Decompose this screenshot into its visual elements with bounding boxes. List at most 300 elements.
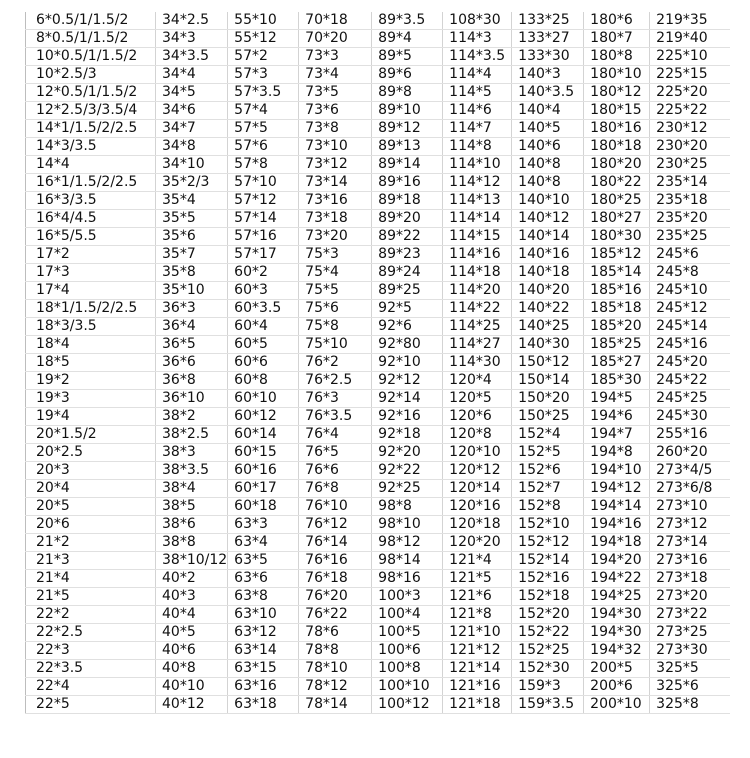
table-cell: 36*5 (156, 336, 228, 354)
table-cell: 120*10 (443, 444, 512, 462)
table-cell: 16*4/4.5 (26, 210, 156, 228)
table-cell: 159*3.5 (512, 696, 584, 714)
table-cell: 235*20 (650, 210, 730, 228)
table-row (26, 192, 730, 210)
table-cell: 133*27 (512, 30, 584, 48)
table-cell: 185*20 (584, 318, 650, 336)
table-cell: 114*22 (443, 300, 512, 318)
table-cell: 152*6 (512, 462, 584, 480)
table-cell: 140*4 (512, 102, 584, 120)
table-cell: 36*4 (156, 318, 228, 336)
table-cell: 200*6 (584, 678, 650, 696)
table-cell: 180*27 (584, 210, 650, 228)
table-cell: 89*12 (372, 120, 443, 138)
table-row (26, 552, 730, 570)
table-cell: 57*8 (228, 156, 299, 174)
table-cell: 92*22 (372, 462, 443, 480)
table-cell: 75*4 (299, 264, 372, 282)
table-cell: 245*6 (650, 246, 730, 264)
table-cell: 121*8 (443, 606, 512, 624)
table-cell: 55*10 (228, 12, 299, 30)
table-cell: 63*18 (228, 696, 299, 714)
table-cell: 73*10 (299, 138, 372, 156)
table-cell: 121*16 (443, 678, 512, 696)
table-cell: 89*18 (372, 192, 443, 210)
table-cell: 76*3.5 (299, 408, 372, 426)
table-cell: 92*25 (372, 480, 443, 498)
table-cell: 140*22 (512, 300, 584, 318)
table-cell: 200*5 (584, 660, 650, 678)
table-cell: 100*10 (372, 678, 443, 696)
table-cell: 60*12 (228, 408, 299, 426)
table-cell: 76*18 (299, 570, 372, 588)
table-cell: 73*8 (299, 120, 372, 138)
table-cell: 185*25 (584, 336, 650, 354)
table-cell: 100*5 (372, 624, 443, 642)
table-cell: 34*3 (156, 30, 228, 48)
table-cell: 34*3.5 (156, 48, 228, 66)
table-row (26, 12, 730, 30)
table-cell: 89*10 (372, 102, 443, 120)
table-cell: 57*3.5 (228, 84, 299, 102)
table-cell: 21*4 (26, 570, 156, 588)
table-cell: 245*10 (650, 282, 730, 300)
table-cell: 76*14 (299, 534, 372, 552)
table-cell: 89*14 (372, 156, 443, 174)
table-cell: 114*27 (443, 336, 512, 354)
table-cell: 92*12 (372, 372, 443, 390)
table-cell: 219*35 (650, 12, 730, 30)
table-cell: 273*20 (650, 588, 730, 606)
table-cell: 40*12 (156, 696, 228, 714)
table-cell: 180*20 (584, 156, 650, 174)
table-cell: 34*8 (156, 138, 228, 156)
table-cell: 140*8 (512, 156, 584, 174)
table-cell: 73*6 (299, 102, 372, 120)
table-cell: 114*4 (443, 66, 512, 84)
table-cell: 152*7 (512, 480, 584, 498)
table-cell: 98*12 (372, 534, 443, 552)
table-cell: 152*18 (512, 588, 584, 606)
table-cell: 89*8 (372, 84, 443, 102)
table-cell: 35*10 (156, 282, 228, 300)
table-cell: 120*4 (443, 372, 512, 390)
table-cell: 60*16 (228, 462, 299, 480)
table-cell: 121*10 (443, 624, 512, 642)
table-cell: 180*15 (584, 102, 650, 120)
table-cell: 76*16 (299, 552, 372, 570)
table-cell: 14*1/1.5/2/2.5 (26, 120, 156, 138)
table-cell: 152*25 (512, 642, 584, 660)
table-cell: 40*3 (156, 588, 228, 606)
table-cell: 133*30 (512, 48, 584, 66)
table-cell: 273*4/5 (650, 462, 730, 480)
table-cell: 114*13 (443, 192, 512, 210)
table-cell: 73*3 (299, 48, 372, 66)
table-cell: 22*2.5 (26, 624, 156, 642)
table-cell: 121*18 (443, 696, 512, 714)
table-cell: 63*14 (228, 642, 299, 660)
table-cell: 245*16 (650, 336, 730, 354)
table-cell: 273*22 (650, 606, 730, 624)
table-cell: 34*2.5 (156, 12, 228, 30)
table-cell: 70*20 (299, 30, 372, 48)
table-cell: 235*25 (650, 228, 730, 246)
table-cell: 60*17 (228, 480, 299, 498)
table-cell: 35*2/3 (156, 174, 228, 192)
table-row (26, 264, 730, 282)
table-cell: 159*3 (512, 678, 584, 696)
table-row (26, 48, 730, 66)
table-cell: 194*18 (584, 534, 650, 552)
table-cell: 22*2 (26, 606, 156, 624)
table-cell: 20*1.5/2 (26, 426, 156, 444)
table-cell: 57*10 (228, 174, 299, 192)
table-cell: 76*4 (299, 426, 372, 444)
table-cell: 185*16 (584, 282, 650, 300)
table-cell: 16*3/3.5 (26, 192, 156, 210)
table-cell: 60*2 (228, 264, 299, 282)
table-cell: 230*25 (650, 156, 730, 174)
table-row (26, 606, 730, 624)
table-cell: 21*3 (26, 552, 156, 570)
table-cell: 36*3 (156, 300, 228, 318)
table-cell: 140*12 (512, 210, 584, 228)
table-cell: 114*7 (443, 120, 512, 138)
table-cell: 10*2.5/3 (26, 66, 156, 84)
table-row (26, 570, 730, 588)
table-cell: 92*5 (372, 300, 443, 318)
table-cell: 92*20 (372, 444, 443, 462)
table-cell: 235*18 (650, 192, 730, 210)
table-cell: 180*25 (584, 192, 650, 210)
table-cell: 180*12 (584, 84, 650, 102)
table-row (26, 138, 730, 156)
table-cell: 180*22 (584, 174, 650, 192)
table-row (26, 480, 730, 498)
table-row (26, 642, 730, 660)
table-cell: 120*14 (443, 480, 512, 498)
table-cell: 60*15 (228, 444, 299, 462)
table-cell: 76*8 (299, 480, 372, 498)
table-cell: 16*1/1.5/2/2.5 (26, 174, 156, 192)
table-cell: 152*5 (512, 444, 584, 462)
table-cell: 35*8 (156, 264, 228, 282)
table-cell: 194*5 (584, 390, 650, 408)
table-cell: 185*30 (584, 372, 650, 390)
table-cell: 57*17 (228, 246, 299, 264)
table-cell: 22*4 (26, 678, 156, 696)
table-cell: 76*5 (299, 444, 372, 462)
table-cell: 21*5 (26, 588, 156, 606)
table-row (26, 660, 730, 678)
table-cell: 89*13 (372, 138, 443, 156)
table-cell: 194*25 (584, 588, 650, 606)
table-cell: 114*20 (443, 282, 512, 300)
table-cell: 40*5 (156, 624, 228, 642)
table-cell: 120*18 (443, 516, 512, 534)
table-cell: 114*16 (443, 246, 512, 264)
table-cell: 57*4 (228, 102, 299, 120)
table-cell: 325*5 (650, 660, 730, 678)
table-cell: 98*16 (372, 570, 443, 588)
table-cell: 194*22 (584, 570, 650, 588)
table-cell: 121*4 (443, 552, 512, 570)
table-cell: 17*2 (26, 246, 156, 264)
table-row (26, 354, 730, 372)
table-cell: 89*25 (372, 282, 443, 300)
table-cell: 89*4 (372, 30, 443, 48)
table-cell: 121*5 (443, 570, 512, 588)
table-cell: 34*6 (156, 102, 228, 120)
table-row (26, 426, 730, 444)
table-row (26, 282, 730, 300)
table-cell: 19*4 (26, 408, 156, 426)
table-cell: 63*12 (228, 624, 299, 642)
table-cell: 22*3.5 (26, 660, 156, 678)
table-cell: 325*6 (650, 678, 730, 696)
table-cell: 273*30 (650, 642, 730, 660)
table-cell: 10*0.5/1/1.5/2 (26, 48, 156, 66)
table-cell: 235*14 (650, 174, 730, 192)
table-cell: 16*5/5.5 (26, 228, 156, 246)
table-cell: 260*20 (650, 444, 730, 462)
table-cell: 75*6 (299, 300, 372, 318)
table-cell: 36*6 (156, 354, 228, 372)
table-cell: 18*1/1.5/2/2.5 (26, 300, 156, 318)
table-cell: 35*4 (156, 192, 228, 210)
table-cell: 194*30 (584, 606, 650, 624)
table-cell: 180*10 (584, 66, 650, 84)
table-cell: 194*20 (584, 552, 650, 570)
table-cell: 114*25 (443, 318, 512, 336)
table-cell: 140*3 (512, 66, 584, 84)
table-cell: 38*6 (156, 516, 228, 534)
table-cell: 35*6 (156, 228, 228, 246)
table-cell: 89*20 (372, 210, 443, 228)
table-cell: 152*8 (512, 498, 584, 516)
table-cell: 20*3 (26, 462, 156, 480)
table-cell: 114*15 (443, 228, 512, 246)
table-cell: 120*20 (443, 534, 512, 552)
table-cell: 114*30 (443, 354, 512, 372)
table-cell: 140*10 (512, 192, 584, 210)
table-cell: 152*4 (512, 426, 584, 444)
table-cell: 40*8 (156, 660, 228, 678)
table-cell: 76*20 (299, 588, 372, 606)
table-cell: 73*14 (299, 174, 372, 192)
table-cell: 40*2 (156, 570, 228, 588)
table-cell: 34*10 (156, 156, 228, 174)
table-cell: 22*5 (26, 696, 156, 714)
table-cell: 255*16 (650, 426, 730, 444)
table-cell: 89*23 (372, 246, 443, 264)
table-cell: 114*10 (443, 156, 512, 174)
table-row (26, 30, 730, 48)
table-cell: 63*5 (228, 552, 299, 570)
table-cell: 76*6 (299, 462, 372, 480)
table-cell: 114*8 (443, 138, 512, 156)
table-cell: 60*3 (228, 282, 299, 300)
table-cell: 114*12 (443, 174, 512, 192)
table-cell: 225*10 (650, 48, 730, 66)
table-cell: 76*2 (299, 354, 372, 372)
table-cell: 76*2.5 (299, 372, 372, 390)
table-cell: 18*4 (26, 336, 156, 354)
table-cell: 194*6 (584, 408, 650, 426)
table-row (26, 246, 730, 264)
table-cell: 133*25 (512, 12, 584, 30)
table-row (26, 678, 730, 696)
table-cell: 57*3 (228, 66, 299, 84)
table-cell: 140*8 (512, 174, 584, 192)
table-cell: 152*22 (512, 624, 584, 642)
table-row (26, 588, 730, 606)
table-cell: 194*12 (584, 480, 650, 498)
table-cell: 17*3 (26, 264, 156, 282)
table-cell: 273*12 (650, 516, 730, 534)
table-cell: 180*8 (584, 48, 650, 66)
table-cell: 245*12 (650, 300, 730, 318)
table-cell: 152*10 (512, 516, 584, 534)
table-cell: 114*18 (443, 264, 512, 282)
table-cell: 22*3 (26, 642, 156, 660)
table-row (26, 66, 730, 84)
table-cell: 63*6 (228, 570, 299, 588)
table-cell: 76*10 (299, 498, 372, 516)
table-cell: 180*6 (584, 12, 650, 30)
table-cell: 92*10 (372, 354, 443, 372)
table-cell: 140*6 (512, 138, 584, 156)
table-cell: 120*8 (443, 426, 512, 444)
table-cell: 120*6 (443, 408, 512, 426)
table-cell: 70*18 (299, 12, 372, 30)
table-cell: 34*4 (156, 66, 228, 84)
table-cell: 19*2 (26, 372, 156, 390)
table-cell: 8*0.5/1/1.5/2 (26, 30, 156, 48)
table-cell: 6*0.5/1/1.5/2 (26, 12, 156, 30)
table-cell: 34*5 (156, 84, 228, 102)
table-cell: 17*4 (26, 282, 156, 300)
table-cell: 273*6/8 (650, 480, 730, 498)
table-cell: 225*20 (650, 84, 730, 102)
table-cell: 273*16 (650, 552, 730, 570)
table-cell: 152*16 (512, 570, 584, 588)
table-row (26, 390, 730, 408)
table-cell: 150*14 (512, 372, 584, 390)
table-cell: 180*30 (584, 228, 650, 246)
table-cell: 325*8 (650, 696, 730, 714)
table-cell: 89*22 (372, 228, 443, 246)
table-cell: 78*6 (299, 624, 372, 642)
table-cell: 219*40 (650, 30, 730, 48)
table-cell: 20*6 (26, 516, 156, 534)
table-cell: 180*18 (584, 138, 650, 156)
table-cell: 60*14 (228, 426, 299, 444)
table-cell: 150*25 (512, 408, 584, 426)
table-cell: 38*4 (156, 480, 228, 498)
table-cell: 98*14 (372, 552, 443, 570)
table-cell: 89*24 (372, 264, 443, 282)
table-cell: 19*3 (26, 390, 156, 408)
table-cell: 120*5 (443, 390, 512, 408)
table-cell: 273*18 (650, 570, 730, 588)
table-cell: 98*8 (372, 498, 443, 516)
table-cell: 40*6 (156, 642, 228, 660)
table-cell: 150*12 (512, 354, 584, 372)
table-cell: 34*7 (156, 120, 228, 138)
table-cell: 230*12 (650, 120, 730, 138)
table-cell: 12*2.5/3/3.5/4 (26, 102, 156, 120)
table-cell: 73*18 (299, 210, 372, 228)
table-cell: 180*16 (584, 120, 650, 138)
table-cell: 140*3.5 (512, 84, 584, 102)
table-cell: 60*5 (228, 336, 299, 354)
table-cell: 114*5 (443, 84, 512, 102)
table-cell: 76*12 (299, 516, 372, 534)
table-cell: 100*6 (372, 642, 443, 660)
table-cell: 121*6 (443, 588, 512, 606)
table-row (26, 408, 730, 426)
table-body (26, 12, 730, 714)
table-cell: 185*18 (584, 300, 650, 318)
table-cell: 38*10/12 (156, 552, 228, 570)
table-row (26, 120, 730, 138)
table-row (26, 228, 730, 246)
table-cell: 63*4 (228, 534, 299, 552)
table-cell: 57*12 (228, 192, 299, 210)
table-row (26, 336, 730, 354)
table-cell: 63*10 (228, 606, 299, 624)
table-cell: 78*14 (299, 696, 372, 714)
table-cell: 57*2 (228, 48, 299, 66)
table-cell: 60*10 (228, 390, 299, 408)
table-cell: 73*4 (299, 66, 372, 84)
table-cell: 63*3 (228, 516, 299, 534)
table-cell: 60*18 (228, 498, 299, 516)
table-cell: 63*8 (228, 588, 299, 606)
table-cell: 225*22 (650, 102, 730, 120)
table-cell: 98*10 (372, 516, 443, 534)
table-cell: 194*8 (584, 444, 650, 462)
table-cell: 194*7 (584, 426, 650, 444)
table-cell: 245*30 (650, 408, 730, 426)
table-cell: 89*3.5 (372, 12, 443, 30)
table-cell: 38*2.5 (156, 426, 228, 444)
table-cell: 140*16 (512, 246, 584, 264)
table-cell: 273*25 (650, 624, 730, 642)
table-cell: 38*8 (156, 534, 228, 552)
table-cell: 57*14 (228, 210, 299, 228)
table-row (26, 372, 730, 390)
table-cell: 57*16 (228, 228, 299, 246)
table-row (26, 696, 730, 714)
table-row (26, 462, 730, 480)
table-cell: 38*3.5 (156, 462, 228, 480)
table-cell: 245*25 (650, 390, 730, 408)
table-cell: 100*3 (372, 588, 443, 606)
table-cell: 14*3/3.5 (26, 138, 156, 156)
table-row (26, 84, 730, 102)
table-cell: 92*80 (372, 336, 443, 354)
table-cell: 38*5 (156, 498, 228, 516)
table-cell: 92*18 (372, 426, 443, 444)
table-cell: 114*3.5 (443, 48, 512, 66)
table-cell: 273*10 (650, 498, 730, 516)
table-cell: 194*16 (584, 516, 650, 534)
table-cell: 63*15 (228, 660, 299, 678)
table-cell: 18*3/3.5 (26, 318, 156, 336)
